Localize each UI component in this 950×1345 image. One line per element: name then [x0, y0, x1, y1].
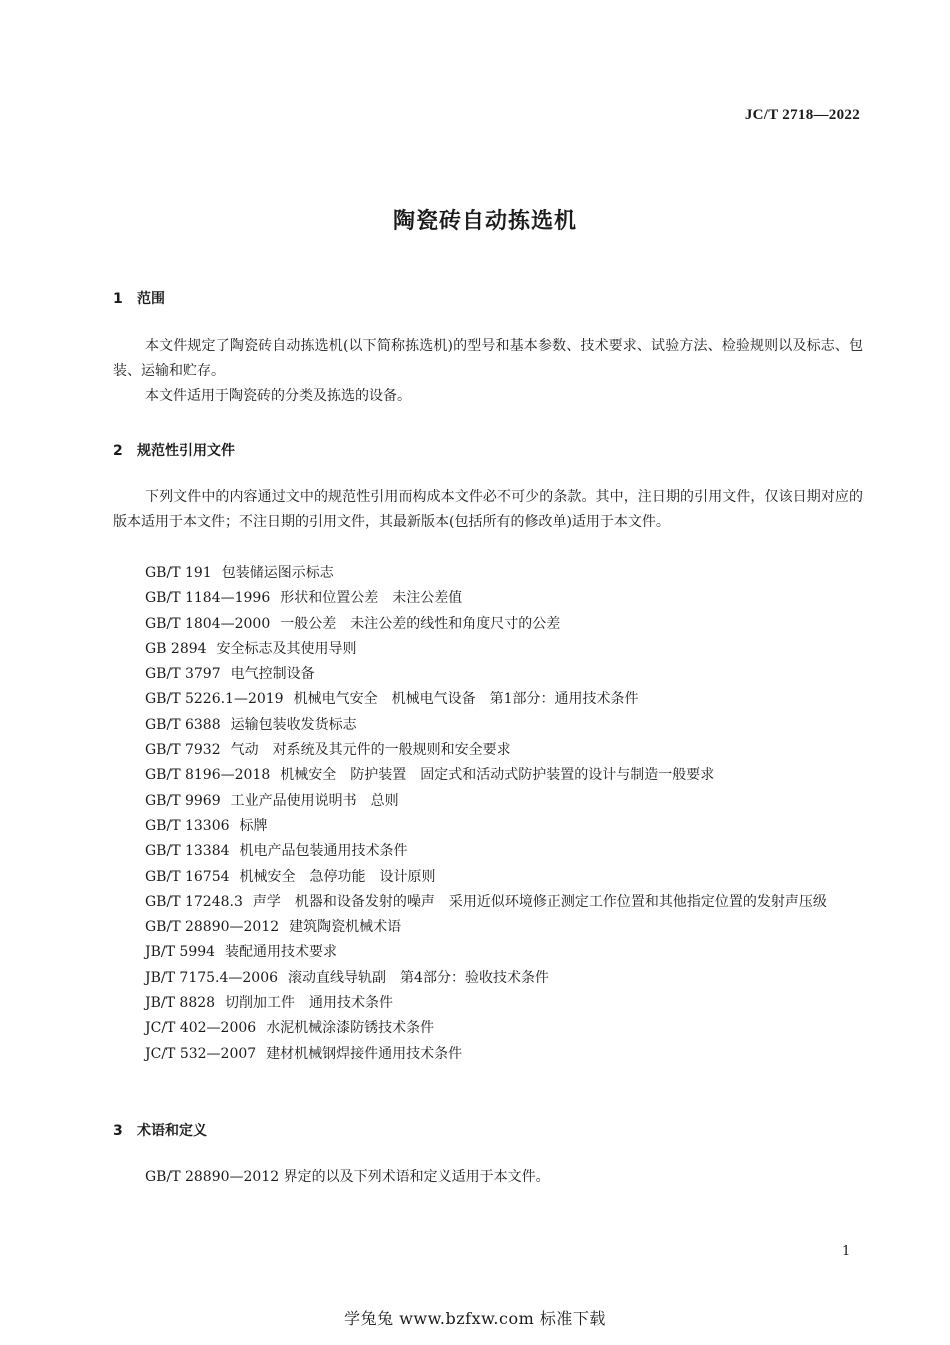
reference-item [113, 966, 863, 991]
reference-code: GB 2894 [145, 640, 207, 657]
reference-title: 机械电气安全 机械电气设备 第1部分：通用技术条件 [293, 691, 639, 708]
reference-item [113, 940, 863, 965]
section-3-number: 3 [113, 1123, 123, 1139]
reference-item [113, 814, 863, 839]
reference-title: 机械安全 防护装置 固定式和活动式防护装置的设计与制造一般要求 [280, 767, 715, 784]
reference-item [113, 738, 863, 763]
reference-item [113, 1042, 863, 1067]
reference-title: 机械安全 急停功能 设计原则 [239, 868, 436, 885]
section-2-number: 2 [113, 443, 123, 459]
reference-code: GB/T 13306 [145, 817, 230, 834]
reference-code: GB/T 28890—2012 [145, 919, 280, 936]
footer-watermark: 学兔兔 www.bzfxw.com 标准下载 [344, 1309, 606, 1328]
reference-item [113, 586, 863, 611]
reference-code: GB/T 17248.3 [145, 893, 243, 910]
document-title: 陶瓷砖自动拣选机 [392, 209, 577, 234]
reference-title: 工业产品使用说明书 总则 [230, 792, 399, 809]
reference-code: GB/T 7932 [145, 742, 221, 759]
reference-title: 切削加工件 通用技术条件 [225, 995, 394, 1012]
reference-item [113, 865, 863, 890]
reference-title: 滚动直线导轨副 第4部分：验收技术条件 [288, 969, 549, 986]
reference-title: 包装储运图示标志 [221, 565, 334, 581]
standard-code: JC/T 2718—2022 [744, 107, 860, 123]
reference-code: GB/T 16754 [145, 868, 230, 885]
reference-code: GB/T 5226.1—2019 [145, 691, 284, 708]
reference-code: GB/T 3797 [145, 666, 221, 683]
reference-code: JB/T 7175.4—2006 [145, 969, 279, 986]
reference-code: GB/T 191 [145, 565, 212, 581]
reference-item [113, 890, 863, 915]
section-3-title: 术语和定义 [137, 1123, 207, 1139]
section-1-heading [113, 288, 165, 308]
reference-item [113, 763, 863, 788]
section-1-number: 1 [113, 291, 123, 307]
reference-title: 声学 机器和设备发射的噪声 采用近似环境修正测定工作位置和其他指定位置的发射声压级 [252, 893, 827, 910]
reference-title: 机电产品包装通用技术条件 [239, 843, 408, 860]
reference-item [113, 662, 863, 687]
reference-title: 标牌 [239, 817, 268, 834]
reference-item [113, 713, 863, 738]
reference-code: JC/T 532—2007 [145, 1045, 257, 1062]
reference-code: GB/T 6388 [145, 716, 221, 733]
reference-item [113, 687, 863, 712]
reference-item [113, 915, 863, 940]
reference-item [113, 839, 863, 864]
reference-item [113, 1016, 863, 1041]
reference-code: JB/T 5994 [145, 944, 216, 961]
reference-title: 运输包装收发货标志 [230, 716, 357, 733]
reference-code: JC/T 402—2006 [145, 1020, 257, 1037]
section-1-paragraph-1: 本文件规定了陶瓷砖自动拣选机(以下简称拣选机)的型号和基本参数、技术要求、试验方法、检验规则以及标志、包装、运输和贮存。 [113, 338, 863, 379]
reference-title: 建筑陶瓷机械术语 [289, 919, 402, 936]
section-1-paragraph-2: 本文件适用于陶瓷砖的分类及拣选的设备。 [145, 388, 411, 404]
reference-code: JB/T 8828 [145, 995, 216, 1012]
page-number: 1 [842, 1244, 851, 1259]
reference-code: GB/T 1804—2000 [145, 615, 271, 632]
reference-item [113, 637, 863, 662]
section-2-intro: 下列文件中的内容通过文中的规范性引用而构成本文件必不可少的条款。其中，注日期的引用文件，仅该日期对应的版本适用于本文件；不注日期的引用文件，其最新版本(包括所有的修改单)适用于本文件。 [113, 489, 863, 530]
reference-title: 安全标志及其使用导则 [216, 640, 357, 657]
normative-references-list [113, 561, 863, 1067]
reference-code: GB/T 1184—1996 [145, 590, 271, 607]
section-3-intro: GB/T 28890—2012 界定的以及下列术语和定义适用于本文件。 [145, 1169, 550, 1185]
reference-title: 建材机械钢焊接件通用技术条件 [266, 1045, 463, 1062]
reference-title: 装配通用技术要求 [225, 944, 338, 961]
reference-title: 气动 对系统及其元件的一般规则和安全要求 [230, 742, 511, 759]
section-3-heading [113, 1120, 207, 1140]
reference-title: 形状和位置公差 未注公差值 [280, 590, 463, 607]
reference-code: GB/T 8196—2018 [145, 767, 271, 784]
reference-code: GB/T 13384 [145, 843, 230, 860]
reference-item [113, 789, 863, 814]
section-1-title: 范围 [137, 291, 165, 307]
reference-item [113, 612, 863, 637]
reference-item [113, 561, 863, 586]
section-2-heading [113, 440, 235, 460]
reference-title: 水泥机械涂漆防锈技术条件 [266, 1020, 435, 1037]
reference-title: 电气控制设备 [230, 666, 315, 683]
reference-title: 一般公差 未注公差的线性和角度尺寸的公差 [280, 615, 561, 632]
reference-code: GB/T 9969 [145, 792, 221, 809]
section-2-title: 规范性引用文件 [137, 443, 235, 459]
reference-item [113, 991, 863, 1016]
